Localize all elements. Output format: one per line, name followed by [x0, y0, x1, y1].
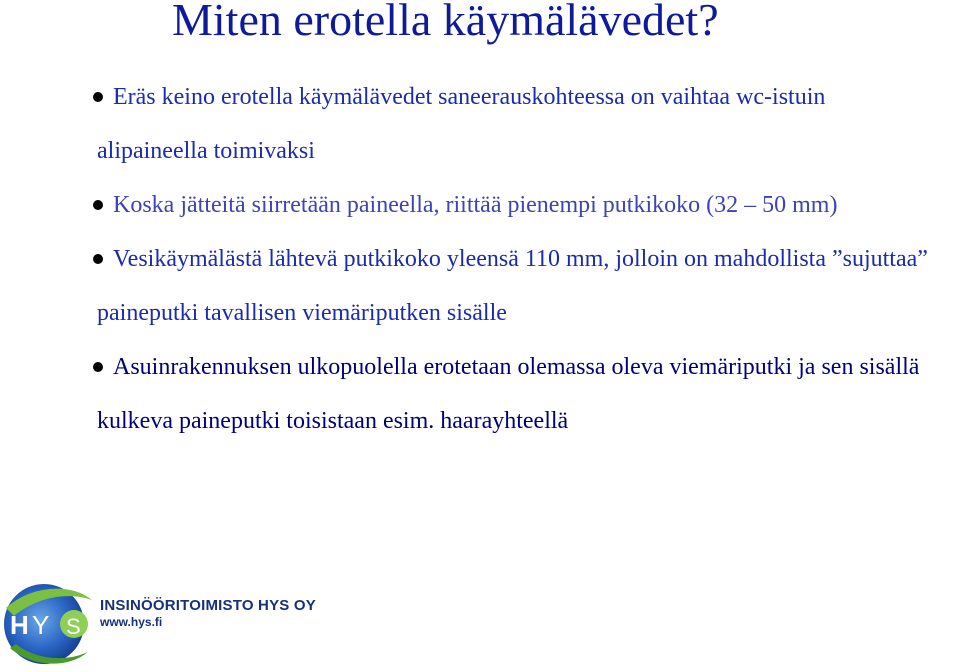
svg-text:S: S	[66, 614, 81, 639]
bullet-item	[97, 70, 937, 178]
bullet-item	[97, 178, 937, 232]
svg-text:Y: Y	[32, 610, 50, 640]
hys-logo-icon	[0, 574, 98, 672]
bullet-text: Asuinrakennuksen ulkopuolella erotetaan olemassa oleva viemäriputki ja sen sisällä kulkeva paineputki toisistaan esim. haarayhteellä	[97, 354, 920, 434]
bullet-item	[97, 232, 937, 340]
bullet-text: Eräs keino erotella käymälävedet saneerauskohteessa on vaihtaa wc-istuin alipaineella toimivaksi	[97, 84, 826, 164]
svg-text:H: H	[10, 610, 29, 640]
company-url: www.hys.fi	[100, 615, 163, 629]
bullet-item	[97, 340, 937, 448]
slide-title: Miten erotella käymälävedet?	[172, 0, 719, 45]
company-name: INSINÖÖRITOIMISTO HYS OY	[100, 597, 316, 614]
bullet-list	[97, 70, 937, 448]
bullet-text: Vesikäymälästä lähtevä putkikoko yleensä 110 mm, jolloin on mahdollista ”sujuttaa” paineputki tavallisen viemäriputken sisälle	[97, 246, 928, 326]
bullet-dot-icon	[93, 362, 103, 372]
bullet-dot-icon	[93, 92, 103, 102]
bullet-dot-icon	[93, 200, 103, 210]
bullet-text: Koska jätteitä siirretään paineella, riittää pienempi putkikoko (32 – 50 mm)	[113, 192, 838, 218]
bullet-dot-icon	[93, 254, 103, 264]
